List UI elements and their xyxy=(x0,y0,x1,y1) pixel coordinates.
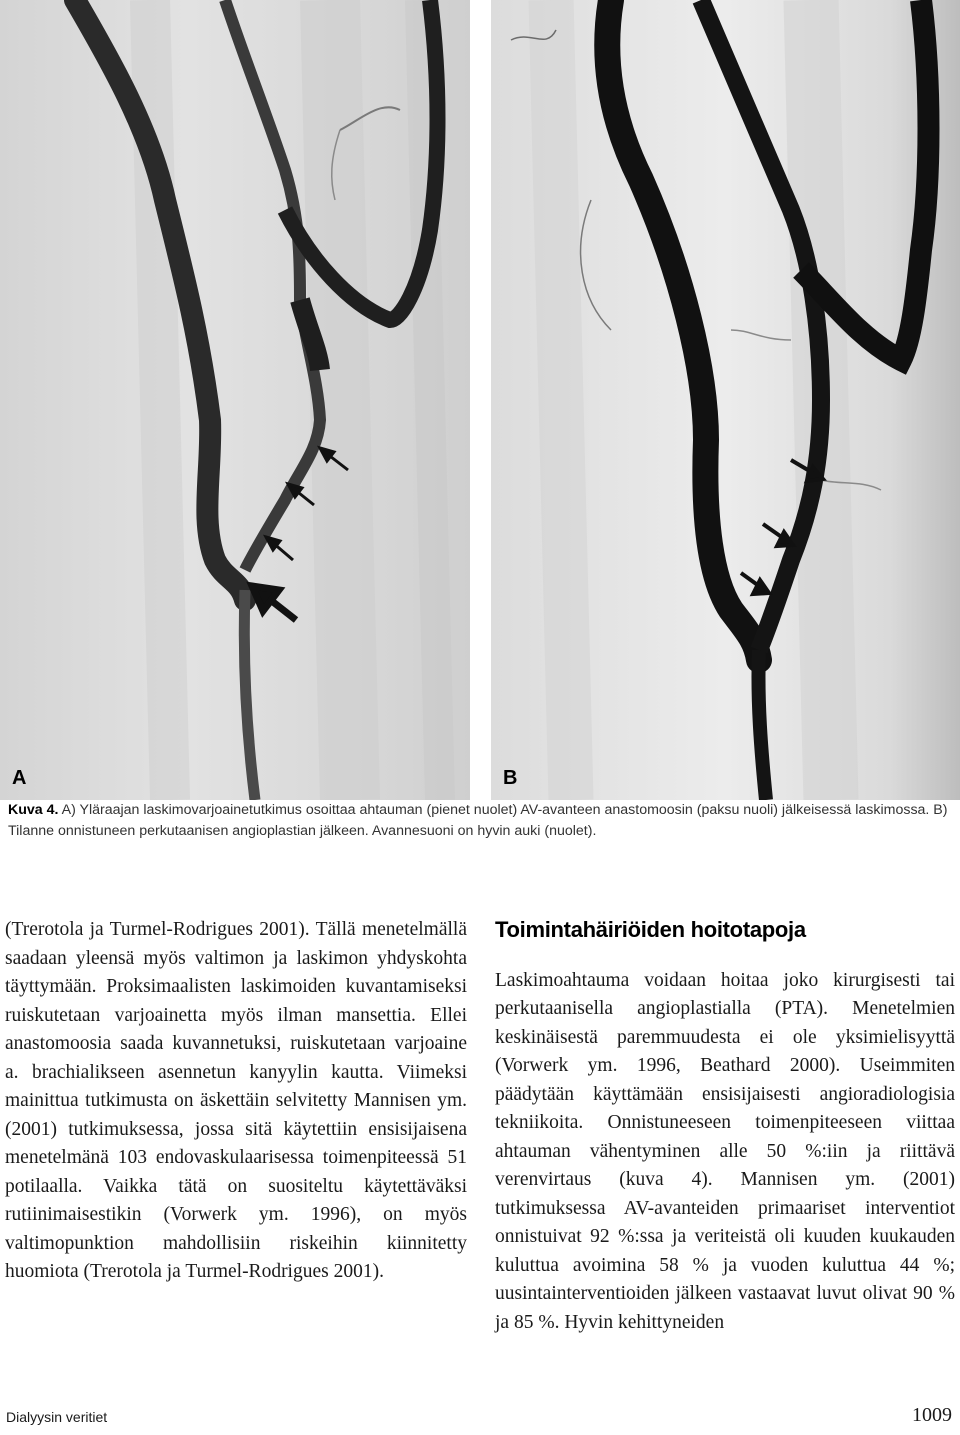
right-column-paragraph: Laskimoahtauma voidaan hoitaa joko kirurgisesti tai perkutaanisella angioplastialla (PTA). Menetelmien keskinäisestä paremmuudesta ei ole yksimielisyyttä (Vorwerk ym. 1996, Beathard 2000). Useimmiten päädytään käyttämään ensisijaisesti angioradiologisia tekniikoita. Onnistuneeseen toimenpiteeseen viittaa ahtauman vähentyminen alle 50 %:iin ja riittävä verenvirtaus (kuva 4). Mannisen ym. (2001) tutkimuksessa AV-avanteiden primaariset interventiot onnistuivat 92 %:ssa ja veriteistä oli kuuden kuukauden kuluttua avoimina 58 % ja vuoden kuluttua 44 %; uusintainterventioiden jälkeen vastaavat luvut olivat 90 % ja 85 %. Hyvin kehittyneiden xyxy=(495,969,955,1333)
left-column xyxy=(5,916,467,1287)
angiogram-image-b xyxy=(491,0,960,800)
panel-b-label: B xyxy=(503,767,518,789)
panel-a-label: A xyxy=(12,767,27,789)
right-column xyxy=(495,916,955,1337)
journal-name: Dialyysin veritiet xyxy=(6,1409,108,1425)
figure-caption xyxy=(8,800,953,842)
section-heading: Toimintahäiriöiden hoitotapoja xyxy=(495,917,806,942)
angiogram-panel-b xyxy=(491,0,960,800)
caption-label: Kuva 4. xyxy=(8,802,59,818)
caption-text: A) Yläraajan laskimovarjoainetutkimus osoittaa ahtauman (pienet nuolet) AV-avanteen anastomoosin (paksu nuoli) jälkeisessä laskimossa. B) Tilanne onnistuneen perkutaanisen angioplastian jälkeen. Avannesuoni on hyvin auki (nuolet). xyxy=(8,802,948,839)
page-number: 1009 xyxy=(912,1404,952,1426)
angiogram-panel-a xyxy=(0,0,470,800)
left-column-paragraph: (Trerotola ja Turmel-Rodrigues 2001). Tällä menetelmällä saadaan yleensä myös valtimon ja laskimon yhdyskohta täyttymään. Proksimaalisten laskimoiden kuvantamiseksi ruiskutetaan varjoainetta myös ilman mansettia. Ellei anastomoosia saada kuvannetuksi, ruiskutetaan varjoaine a. brachialikseen asennetun kanyylin kautta. Viimeksi mainittua tutkimusta on äskettäin selvitetty Mannisen ym. (2001) tutkimuksessa, jossa sitä käytettiin ensisijaisena menetelmänä 103 endovaskulaarisessa toimenpiteessä 51 potilaalla. Vaikka tätä on suositeltu käytettäväksi rutiinimaisestikin (Vorwerk ym. 1996), on myös valtimopunktion mahdollisiin riskeihin kiinnitetty huomiota (Trerotola ja Turmel-Rodrigues 2001). xyxy=(5,919,467,1282)
angiogram-image-a xyxy=(0,0,470,800)
